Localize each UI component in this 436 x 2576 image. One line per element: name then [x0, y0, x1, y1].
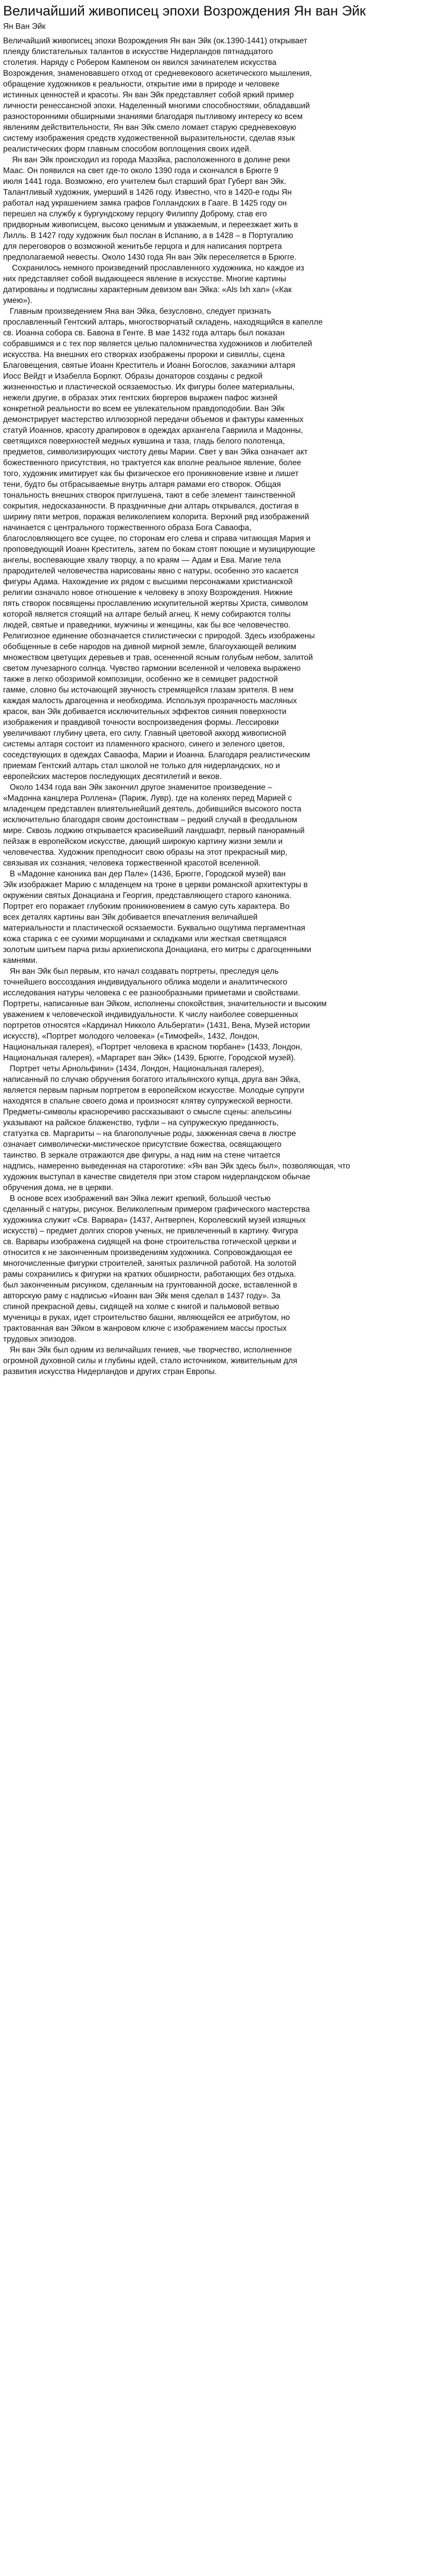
text-line: прославленный Гентский алтарь, многостворчатый складень, находящийся в капелле [3, 317, 323, 327]
article-title: Величайший живописец эпохи Возрождения Ян ван Эйк [3, 3, 366, 19]
text-line: написанный по случаю обручения богатого итальянского купца, друга ван Эйка, [3, 1075, 301, 1084]
text-line: проповедующий Иоанн Креститель, затем по бокам стоят поющие и музицирующие [3, 545, 316, 554]
text-line: людей, святые и праведники, мужчины и женщины, как бы все человечество. [3, 620, 291, 630]
text-line: увеличивают глубину цвета, его силу. Главный цветовой аккорд живописной [3, 728, 286, 738]
text-line: каждая малость драгоценна и необходима. Используя прозрачность масляных [3, 696, 297, 705]
text-line: красок, ван Эйк добивается исключительных эффектов сияния поверхности [3, 707, 287, 716]
text-line: искусств) – предмет долгих споров ученых, не привлеченный в картину. Фигура [3, 1226, 299, 1235]
text-line: тени, будто бы отбрасываемые внутрь алтаря рамами его створок. Общая [3, 480, 281, 489]
text-line: человечества. Художник преподносит свою образы на этот прекрасный мир, [3, 848, 288, 857]
text-line: Ян ван Эйк был первым, кто начал создавать портреты, преследуя цель [3, 967, 279, 976]
text-line: св. Иоанна собора св. Бавона в Генте. В мае 1432 года алтарь был показан [3, 328, 285, 337]
text-line: прародителей человечества нарисованы явно с натуры, особенно это касается [3, 566, 299, 575]
text-line: систему изображения средств художественной выразительности, сделав язык [3, 133, 295, 143]
text-line: означает символически-мистическое присутствие божества, освящающего [3, 1140, 282, 1149]
text-line: жизненностью и пластической осязаемостью. Их фигуры более материальны, [3, 382, 295, 392]
text-line: Портрет четы Арнольфини» (1434, Лондон, Национальная галерея), [3, 1064, 264, 1073]
text-line: «Мадонна канцлера Роллена» (Париж, Лувр), где на коленях перед Марией с [3, 793, 292, 803]
text-line: мире. Сквозь лоджию открывается красивейший ландшафт, первый панорамный [3, 826, 305, 835]
text-line: нежели другие, в образах этих гентских бюргеров выражен пафос жизней [3, 393, 277, 402]
text-line: Величайший живописец эпохи Возрождения Ян ван Эйк (ок.1390-1441) открывает [3, 36, 308, 45]
text-line: перешел на службу к бургундскому герцогу Филиппу Доброму, став его [3, 209, 267, 218]
text-line: мученицы в руках, идет строительство башни, являющейся ее атрибутом, но [3, 1313, 290, 1322]
text-line: спиной прекрасной девы, сидящей на холме с книгой и пальмовой ветвью [3, 1302, 280, 1311]
text-line: умею»). [3, 296, 32, 305]
text-line: множеством цветущих деревьев и трав, осененной ясным голубым небом, залитой [3, 653, 313, 662]
text-line: трактованная ван Эйком в жанровом ключе с изображением массы простых [3, 1324, 287, 1333]
text-line: божественного присутствия, но трактуется как вполне реальное явление, более [3, 458, 301, 467]
text-line: сделанный с натуры, рисунок. Великолепным примером графического мастерства [3, 1205, 310, 1214]
text-line: фигуры Адама. Нахождение их рядом с высшими персонажами христианской [3, 577, 293, 586]
text-line: статуэтка св. Маргариты – на благополучные роды, зажженная свеча в люстре [3, 1129, 297, 1138]
text-line: Предметы-символы красноречиво рассказывают о смысле сцены: апельсины [3, 1107, 292, 1116]
text-line: гамме, словно бы источающей звучность стремящейся глазам зрителя. В нем [3, 685, 294, 694]
text-line: явлениям действительности, Ян ван Эйк смело ломает старую средневековую [3, 123, 297, 132]
text-line: соседствующих в одеждах Саваофа, Марии и Иоанна. Благодаря реалистическим [3, 750, 310, 759]
text-line: находятся в спальне своего дома и произносят клятву супружеской верности. [3, 1096, 293, 1106]
text-line: Портреты, написанные ван Эйком, исполнены спокойствия, значительности и высоким [3, 999, 327, 1008]
text-line: них представляет собой выдающееся явление в искусстве. Многие картины [3, 274, 286, 283]
text-line: художник выступал в качестве свидетеля при этом старом нидерландском обычае [3, 1172, 310, 1181]
text-line: июля 1441 года. Возможно, его учителем был старший брат Губерт ван Эйк. [3, 177, 286, 186]
text-line: благословляющего все сущее, по сторонам его слева и справа читающая Мария и [3, 534, 311, 543]
text-line: точнейшего воссоздания индивидуального облика модели и аналитического [3, 977, 287, 987]
text-line: системы алтаря состоит из пламенного красного, синего и зеленого цветов, [3, 739, 285, 749]
text-line: исключительно благодаря своим достоинствам – редкий случай в феодальном [3, 815, 298, 824]
text-line: Около 1434 года ван Эйк закончил другое знаменитое произведение – [3, 783, 272, 792]
text-line: был законченным рисунком, сделанным на грунтованной доске, вставленной в [3, 1280, 298, 1290]
text-line: камнями. [3, 956, 38, 965]
text-line: светящихся поверхностей медных кувшина и таза, гладь белого полотенца, [3, 436, 285, 446]
text-line: Ян ван Эйк происходил из города Маэзйка, расположенного в долине реки [3, 155, 290, 164]
text-line: датированы и подписаны характерным девизом ван Эйка: «Als Ixh xan» («Как [3, 285, 292, 294]
text-line: Национальная галерея), «Портрет человека в красном тюрбане» (1433, Лондон, [3, 1042, 302, 1052]
text-line: религии означало новое отношение к человеку в эпоху Возрождения. Нижние [3, 588, 293, 597]
text-line: ширину пяти метров, поражая великолепием колорита. Верхний ряд изображений [3, 512, 309, 521]
text-line: сокрытия, недосказанности. В праздничные дни алтарь открывался, достигая в [3, 501, 299, 511]
text-line: Талантливый художник, умерший в 1426 году. Известно, что в 1420-е годы Ян [3, 188, 292, 197]
text-line: искусств), «Портрет молодого человека» («Тимофей», 1432, Лондон, [3, 1031, 259, 1041]
text-line: В основе всех изображений ван Эйка лежит крепкий, большой честью [3, 1194, 271, 1203]
text-line: демонстрирует мастерство иллюзорной передачи объемов и фактуры каменных [3, 415, 304, 424]
text-line: ангелы, воспевающие хвалу творцу, а по краям — Адам и Ева. Магие тела [3, 555, 281, 565]
text-line: художника служит «Св. Варвара» (1437, Антверпен, Королевский музей изящных [3, 1215, 306, 1225]
text-line: обобщенные в себе народов на дивной мирной земле, благоухающей великим [3, 642, 297, 651]
text-line: личности ренессансной эпохи. Наделенный многими способностями, обладавший [3, 101, 310, 110]
text-line: предметов, символизирующих чистоту девы Марии. Свет у ван Эйка означает акт [3, 447, 308, 456]
text-line: окружении святых Донациана и Георгия, представляющего старого каноника. [3, 891, 292, 900]
text-line: Портрет его поражает глубоким проникновением в самую суть характера. Во [3, 902, 290, 911]
text-line: Главным произведением Яна ван Эйка, безусловно, следует признать [3, 307, 271, 316]
text-line: младенцем представлен влиятельнейший деятель, добившийся высокого поста [3, 804, 302, 814]
text-line: разносторонними обширными знаниями благодаря пытливому интересу ко всем [3, 112, 303, 121]
article-author: Ян Ван Эйк [3, 22, 46, 31]
text-line: многочисленные фигурки строителей, занятых различной работой. На золотой [3, 1259, 297, 1268]
text-line: Сохранилось немного произведений прославленного художника, но каждое из [3, 263, 304, 273]
text-line: Ян ван Эйк был одним из величайших гениев, чье творчество, исполненное [3, 1345, 292, 1354]
text-line: пейзаж в европейском искусстве, дающий широкую картину жизни земли и [3, 837, 283, 846]
text-line: рамы сохранились к фигурки на кратких обширности, работающих без отдыха. [3, 1269, 297, 1279]
text-line: того, художник имитирует как бы физическое его проникновение извне и лишет [3, 469, 299, 478]
text-line: реалистических форм главным способом воплощения своих идей. [3, 144, 252, 154]
text-line: авторскую раму с надписью «Иоанн ван Эйк меня сделал в 1437 году». За [3, 1291, 281, 1300]
text-line: истинных ценностей и красоты. Ян ван Эйк представляет собой яркий пример [3, 90, 294, 99]
text-line: исследования натуры человека с ее разнообразными приметами и свойствами. [3, 988, 301, 997]
text-line: предполагаемой невесты. Около 1430 года Ян ван Эйк переселяется в Брюгге. [3, 252, 297, 262]
text-line: огромной духовной силы и глубины идей, стало источником, живительным для [3, 1356, 298, 1365]
text-line: начинается с центрального торжественного образа Бога Саваофа, [3, 523, 252, 532]
text-line: обращение художников к реальности, открытие ими в природе и человеке [3, 79, 280, 89]
text-line: является первым парным портретом в европейском искусстве. Молодые супруги [3, 1086, 304, 1095]
text-line: столетия. Наряду с Робером Кампеном он явился зачинателем искусства [3, 58, 277, 67]
text-line: надпись, намеренно выведенная на староготике: «Ян ван Эйк здесь был», позволяющая, что [3, 1161, 351, 1171]
text-line: европейских мастеров последующих десятилетий и веков. [3, 772, 222, 781]
text-line: Национальная галерея), «Маргарет ван Эйк» (1439, Брюгге, Городской музей). [3, 1053, 296, 1062]
text-line: работал над украшением замка графов Голландских в Гааге. В 1425 году он [3, 198, 287, 208]
text-line: материальности и пластической осязаемости. Буквально ощутима пергаментная [3, 923, 305, 933]
text-line: светом лучезарного солнца. Чувство гармонии вселенной и человека выражено [3, 664, 301, 673]
text-line: Эйк изображает Марию с младенцем на троне в церкви романской архитектуры в [3, 880, 308, 889]
text-line: искусства. На внешних его створках изображены пророки и сивиллы, сцена [3, 350, 285, 359]
text-line: которой является стоящий на алтаре белый агнец. К нему собираются толпы [3, 609, 291, 619]
text-line: собравшимся и с тех пор является целью паломничества художников и любителей [3, 339, 312, 348]
text-line: относится к не законченным произведениям художника. Сопровождающая ее [3, 1248, 293, 1257]
text-line: приемам Гентский алтарь стал школой не только для нидерландских, но и [3, 761, 280, 770]
text-line: уважением к человеческой индивидуальности. К числу наиболее совершенных [3, 1010, 299, 1019]
text-line: связывая их сознания, человека торжественной красотой вселенной. [3, 858, 261, 868]
text-line: обручения дома, не в церкви. [3, 1183, 113, 1192]
text-line: Маас. Он появился на свет где-то около 1390 года и скончался в Брюгге 9 [3, 166, 278, 175]
text-line: тональность внешних створок приглушена, тают в себе элемент таинственной [3, 490, 295, 500]
text-line: св. Варвары изображена сидящей на фоне строительства готической церкви и [3, 1237, 297, 1246]
text-line: трудовых эпизодов. [3, 1334, 77, 1344]
text-line: для переговоров о возможной женитьбе герцога и для написания портрета [3, 242, 282, 251]
text-line: кожа старика с ее сухими морщинами и складками или жесткая светящаяся [3, 934, 287, 943]
text-line: В «Мадонне каноника ван дер Пале» (1436, Брюгге, Городской музей) ван [3, 869, 286, 878]
text-line: Благовещения, святые Иоанн Креститель и Иоанн Богослов, заказчики алтаря [3, 361, 295, 370]
text-line: Иосс Вейдт и Изабелла Борлют. Образы донаторов созданы с редкой [3, 371, 263, 381]
text-line: пять створок посвящены прославлению искупительной жертвы Христа, символом [3, 599, 308, 608]
text-line: золотым шитьем парча ризы архиепископа Донациана, его митры с драгоценными [3, 945, 311, 954]
text-line: также в легко обозримой композиции, особенно же в семицвет радостной [3, 674, 278, 684]
text-line: таинство. В зеркале отражаются две фигуры, а над ним на стене читается [3, 1150, 281, 1160]
text-line: Лилль. В 1427 году художник был послан в Испанию, а в 1428 – в Португалию [3, 231, 293, 240]
text-line: изображения и правдивой точности воспроизведения формы. Лессировки [3, 718, 279, 727]
text-line: плеяду блистательных талантов в искусстве Нидерландов пятнадцатого [3, 47, 273, 56]
text-line: конкретной реальности во всем ее увлекательном правдоподобии. Ван Эйк [3, 404, 285, 413]
article-body [3, 36, 433, 1377]
text-line: статуй Иоаннов, красоту драпировок в одеждах архангела Гавриила и Мадонны, [3, 426, 303, 435]
text-line: развития искусства Нидерландов и других стран Европы. [3, 1367, 217, 1376]
text-line: портретов относятся «Кардинал Никколо Альбергати» (1431, Вена, Музей истории [3, 1021, 310, 1030]
text-line: указывают на райское блаженство, туфли – на супружескую преданность, [3, 1118, 279, 1127]
text-line: Религиозное единение обозначается стилистически с природой. Здесь изображены [3, 631, 315, 640]
text-line: придворным живописцем, высоко ценимым и уважаемым, и переезжает жить в [3, 220, 298, 229]
text-line: Возрождения, знаменовавшего отход от средневекового аскетического мышления, [3, 69, 312, 78]
text-line: всех деталях картины ван Эйк добивается впечатления величайшей [3, 912, 258, 922]
